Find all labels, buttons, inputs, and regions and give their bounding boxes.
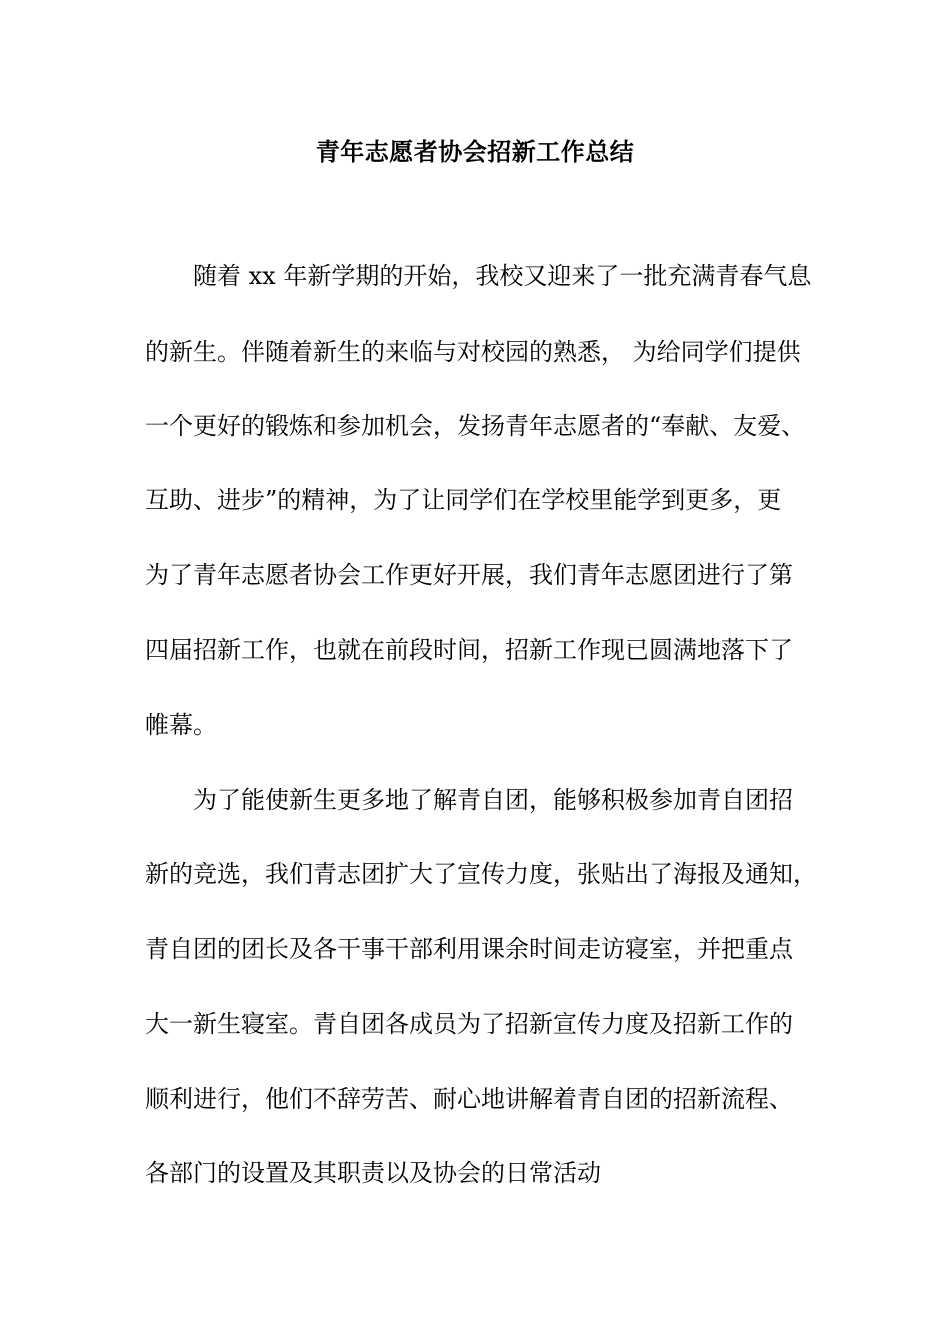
paragraph-line: 四届招新工作，也就在前段时间，招新工作现已圆满地落下了	[145, 636, 793, 664]
paragraph-line: 大一新生寝室。青自团各成员为了招新宣传力度及招新工作的	[145, 1010, 793, 1038]
paragraph-line: 青自团的团长及各干事干部利用课余时间走访寝室，并把重点	[145, 935, 793, 963]
paragraph-line: 帷幕。	[145, 711, 217, 739]
paragraph-line: 为了青年志愿者协会工作更好开展，我们青年志愿团进行了第	[145, 561, 793, 589]
paragraph-line: 一个更好的锻炼和参加机会，发扬青年志愿者的“奉献、友爱、	[145, 412, 806, 440]
paragraph-line: 随着 xx 年新学期的开始，我校又迎来了一批充满青春气息	[193, 262, 812, 290]
paragraph-line: 的新生。伴随着新生的来临与对校园的熟悉， 为给同学们提供	[145, 338, 801, 366]
document-title: 青年志愿者协会招新工作总结	[315, 138, 635, 166]
paragraph-line: 新的竞选，我们青志团扩大了宣传力度，张贴出了海报及通知，	[145, 860, 817, 888]
paragraph-line: 顺利进行，他们不辞劳苦、耐心地讲解着青自团的招新流程、	[145, 1085, 793, 1113]
paragraph-line: 互助、进步”的精神，为了让同学们在学校里能学到更多，更	[145, 486, 782, 514]
paragraph-line: 各部门的设置及其职责以及协会的日常活动	[145, 1159, 601, 1187]
paragraph-line: 为了能使新生更多地了解青自团，能够积极参加青自团招	[193, 786, 793, 814]
